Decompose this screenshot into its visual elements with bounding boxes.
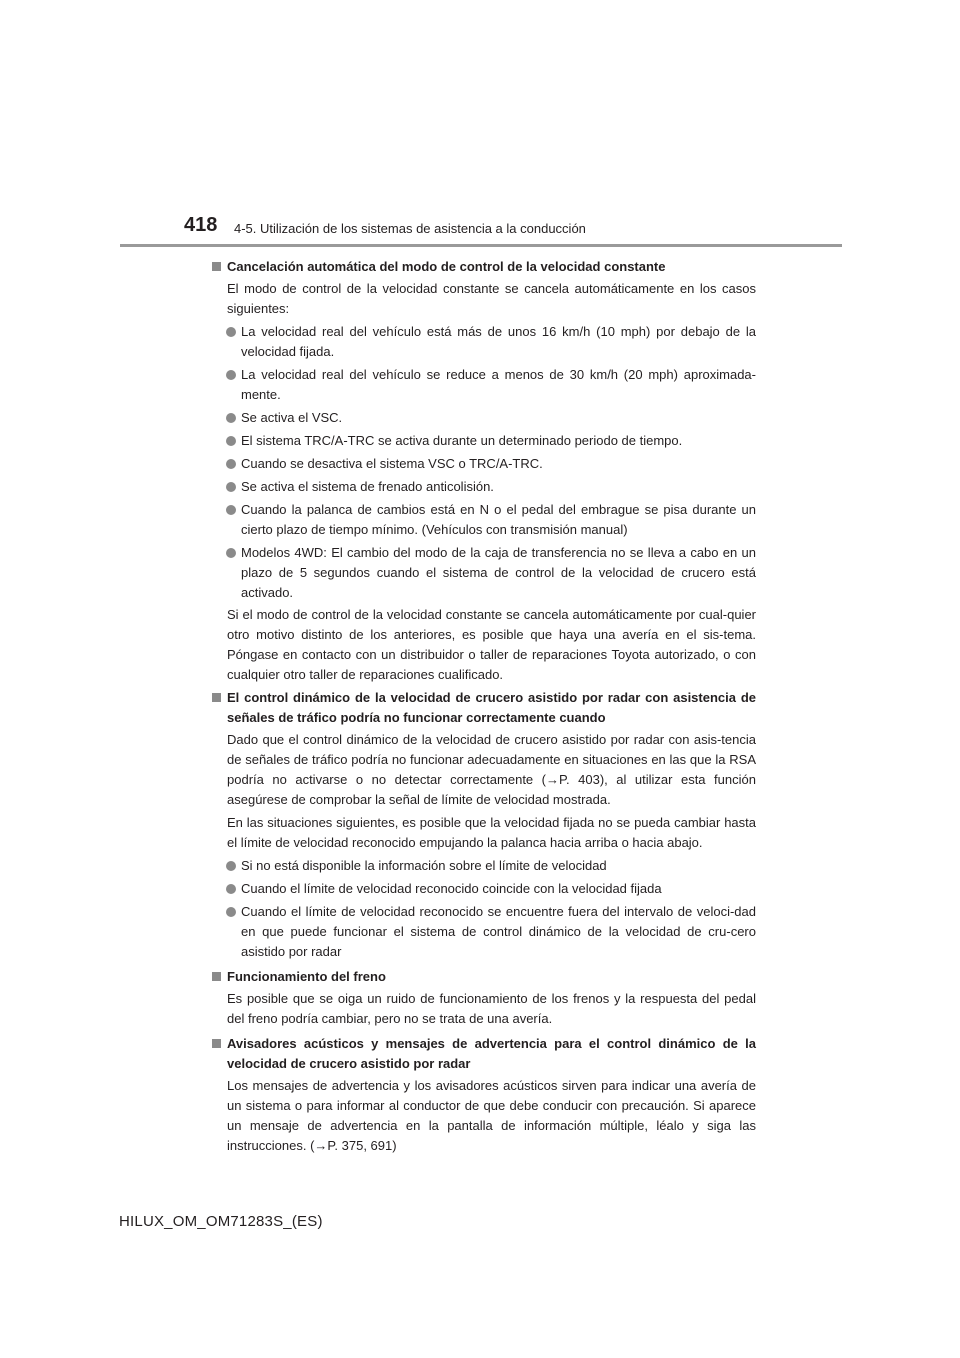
list-item: Se activa el VSC. <box>211 408 756 428</box>
circle-bullet-icon <box>226 436 236 446</box>
circle-bullet-icon <box>226 505 236 515</box>
document-code: HILUX_OM_OM71283S_(ES) <box>119 1213 323 1230</box>
paragraph: Si el modo de control de la velocidad constante se cancela automáticamente por cual-quier otro motivo distinto de los anteriores, es posible que haya una avería en el sis-tema. Póngase en contacto con un distribuidor o taller de reparaciones Toyota autorizado, o con cualquier otro taller de reparaciones cualificado. <box>227 607 756 682</box>
section-title: Funcionamiento del freno <box>211 967 756 987</box>
page-reference-link[interactable]: →P. 375, 691 <box>314 1138 393 1153</box>
circle-bullet-icon <box>226 884 236 894</box>
circle-bullet-icon <box>226 482 236 492</box>
list-item: Cuando el límite de velocidad reconocido coincide con la velocidad fijada <box>211 879 756 899</box>
circle-bullet-icon <box>226 459 236 469</box>
circle-bullet-icon <box>226 413 236 423</box>
circle-bullet-icon <box>226 548 236 558</box>
square-bullet-icon <box>212 262 221 271</box>
paragraph: Dado que el control dinámico de la velocidad de crucero asistido por radar con asis-tencia de señales de tráfico podría no funcionar adecuadamente en situaciones en las que la RSA podría no activarse o no detectar correctamente (→P. 403), al utilizar esta función asegúrese de comprobar la señal de límite de velocidad mostrada. <box>227 732 756 807</box>
circle-bullet-icon <box>226 327 236 337</box>
square-bullet-icon <box>212 972 221 981</box>
circle-bullet-icon <box>226 370 236 380</box>
paragraph: Los mensajes de advertencia y los avisadores acústicos sirven para indicar una avería de un sistema o para informar al conductor de que debe conducir con precaución. Si aparece un mensaje de advertencia en la pantalla de información múltiple, léalo y siga las instrucciones. (→P. 375, 691) <box>227 1078 756 1153</box>
page-number: 418 <box>184 214 218 236</box>
circle-bullet-icon <box>226 861 236 871</box>
page-reference-link[interactable]: →P. 403 <box>546 772 600 787</box>
list-item: El sistema TRC/A-TRC se activa durante un determinado periodo de tiempo. <box>211 431 756 451</box>
list-item: Modelos 4WD: El cambio del modo de la caja de transferencia no se lleva a cabo en un plazo de 5 segundos cuando el sistema de control de la velocidad de crucero está activado. <box>211 543 756 603</box>
square-bullet-icon <box>212 693 221 702</box>
paragraph: En las situaciones siguientes, es posible que la velocidad fijada no se pueda cambiar hasta el límite de velocidad reconocido empujando la palanca hacia arriba o hacia abajo. <box>227 815 756 850</box>
list-item: Se activa el sistema de frenado anticolisión. <box>211 477 756 497</box>
section-title: Avisadores acústicos y mensajes de advertencia para el control dinámico de la velocidad de crucero asistido por radar <box>211 1034 756 1074</box>
square-bullet-icon <box>212 1039 221 1048</box>
section-title: Cancelación automática del modo de control de la velocidad constante <box>211 257 756 277</box>
list-item: Cuando el límite de velocidad reconocido se encuentre fuera del intervalo de veloci-dad en que puede funcionar el sistema de control dinámico de la velocidad de cru-cero asistido por radar <box>211 902 756 962</box>
list-item: La velocidad real del vehículo está más de unos 16 km/h (10 mph) por debajo de la velocidad fijada. <box>211 322 756 362</box>
list-item: Si no está disponible la información sobre el límite de velocidad <box>211 856 756 876</box>
page-content <box>211 255 756 1159</box>
circle-bullet-icon <box>226 907 236 917</box>
chapter-title: 4-5. Utilización de los sistemas de asistencia a la conducción <box>234 221 586 236</box>
list-item: La velocidad real del vehículo se reduce a menos de 30 km/h (20 mph) aproximada-mente. <box>211 365 756 405</box>
list-item: Cuando se desactiva el sistema VSC o TRC/A-TRC. <box>211 454 756 474</box>
header-rule <box>120 244 842 247</box>
paragraph: Es posible que se oiga un ruido de funcionamiento de los frenos y la respuesta del pedal del freno podría cambiar, pero no se trata de una avería. <box>227 991 756 1026</box>
page-header <box>184 214 844 244</box>
list-item: Cuando la palanca de cambios está en N o el pedal del embrague se pisa durante un cierto plazo de tiempo mínimo. (Vehículos con transmisión manual) <box>211 500 756 540</box>
paragraph: El modo de control de la velocidad constante se cancela automáticamente en los casos siguientes: <box>227 281 756 316</box>
section-title: El control dinámico de la velocidad de crucero asistido por radar con asistencia de señales de tráfico podría no funcionar correctamente cuando <box>211 688 756 728</box>
